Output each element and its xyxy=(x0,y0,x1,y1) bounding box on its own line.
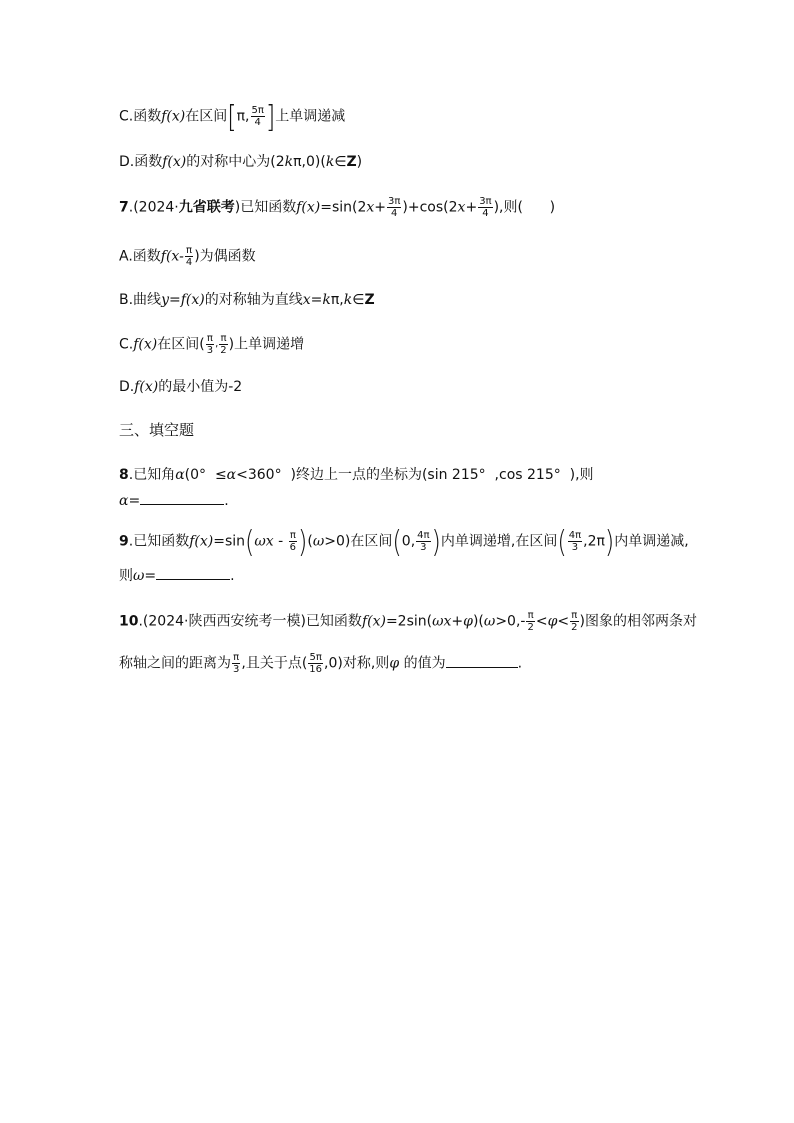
text: = xyxy=(310,292,323,308)
var-omega: ω xyxy=(312,533,325,550)
text: π, xyxy=(330,292,344,308)
answer-blank[interactable] xyxy=(156,565,230,580)
func-arg: (x) xyxy=(138,336,158,353)
text: C.函数 xyxy=(119,108,162,125)
var-phi: φ xyxy=(547,613,558,630)
q6-option-d xyxy=(119,152,362,172)
text: ∈ xyxy=(334,154,347,170)
denominator: 6 xyxy=(289,542,297,553)
text: C. xyxy=(119,336,134,353)
answer-blank[interactable] xyxy=(140,490,224,505)
text: (0° ≤ xyxy=(184,467,227,483)
question-number: 7 xyxy=(119,199,129,216)
q7-option-a xyxy=(119,245,256,268)
q7-option-d xyxy=(119,377,242,397)
q8-answer-line xyxy=(119,490,229,511)
var-y: y xyxy=(161,292,169,308)
func-arg: (x) xyxy=(367,613,386,630)
numerator: π xyxy=(527,610,534,621)
text: < xyxy=(535,613,548,630)
var-omega: ω xyxy=(483,613,496,630)
func-f: f xyxy=(133,336,139,353)
text: =sin xyxy=(213,533,246,550)
var-x: x xyxy=(457,199,466,216)
text: ,且关于点( xyxy=(241,655,308,672)
answer-blank[interactable] xyxy=(446,653,518,668)
text: >0,- xyxy=(495,613,526,630)
text: = xyxy=(168,292,181,308)
q8-stem xyxy=(119,465,594,485)
question-number: 9 xyxy=(119,533,129,550)
text: ∈ xyxy=(352,292,365,308)
fraction xyxy=(206,333,214,356)
var-omega: ω xyxy=(133,568,145,584)
numerator: π xyxy=(289,530,296,541)
text: 内单调递增,在区间 xyxy=(440,533,558,550)
q6-option-c xyxy=(119,99,346,134)
denominator: 2 xyxy=(220,345,227,356)
right-paren: ) xyxy=(604,524,615,559)
func-f: f xyxy=(180,292,186,308)
fraction xyxy=(570,610,578,633)
text: π, xyxy=(236,108,250,125)
text: 则 xyxy=(119,568,133,584)
text: 的最小值为-2 xyxy=(158,379,243,395)
denominator: 3 xyxy=(206,345,214,356)
text: )为偶函数 xyxy=(194,248,256,265)
text: =sin(2 xyxy=(320,199,367,216)
text: D.函数 xyxy=(119,154,163,170)
answer-space xyxy=(523,200,550,216)
denominator: 3 xyxy=(233,664,240,675)
text: + xyxy=(451,613,464,630)
text: ) xyxy=(549,199,556,216)
text: 的值为 xyxy=(399,655,446,672)
numerator: 5π xyxy=(309,652,322,663)
denominator: 4 xyxy=(482,208,489,219)
text: . xyxy=(517,655,523,672)
denominator: 2 xyxy=(527,622,534,633)
func-arg: (x) xyxy=(301,199,321,216)
fraction xyxy=(308,652,323,675)
text: .已知角 xyxy=(128,467,176,483)
left-paren: ( xyxy=(245,524,255,559)
text: .(2024· xyxy=(128,199,179,216)
text: )+cos(2 xyxy=(402,199,458,216)
fraction xyxy=(387,196,401,219)
q9-answer-line xyxy=(119,565,235,586)
text: B.曲线 xyxy=(119,292,162,308)
text: =2sin( xyxy=(385,613,433,630)
numerator: 4π xyxy=(568,530,582,541)
var-phi: φ xyxy=(463,613,473,630)
var-alpha: α xyxy=(226,467,237,483)
func-arg: (x) xyxy=(166,108,186,125)
fraction xyxy=(568,530,582,553)
fraction xyxy=(526,610,534,633)
text: D. xyxy=(119,379,135,395)
text: 内单调递减, xyxy=(614,533,689,550)
left-paren: ( xyxy=(557,524,567,559)
right-bracket: ] xyxy=(265,99,276,134)
text: )图象的相邻两条对 xyxy=(579,613,697,630)
numerator: π xyxy=(571,610,578,621)
func-arg: (x) xyxy=(139,379,159,395)
fraction xyxy=(251,105,265,128)
fraction xyxy=(232,652,240,675)
text: = xyxy=(144,568,157,584)
q10-answer-line xyxy=(119,652,522,675)
text: π,0)( xyxy=(293,154,326,170)
denominator: 16 xyxy=(309,664,323,675)
text: 在区间 xyxy=(185,108,228,125)
set-z: Z xyxy=(364,292,375,308)
q10-stem xyxy=(119,610,697,633)
fraction xyxy=(416,530,430,553)
q7-option-b xyxy=(119,290,375,310)
q7-stem xyxy=(119,196,555,219)
text: - xyxy=(273,533,288,550)
fraction xyxy=(478,196,492,219)
question-number: 10 xyxy=(119,613,139,630)
func-f: f xyxy=(161,108,167,125)
func-arg: (x) xyxy=(167,154,187,170)
text: )( xyxy=(472,613,484,630)
var-x: x xyxy=(366,199,375,216)
numerator: π xyxy=(185,245,193,256)
var-k: k xyxy=(325,154,335,170)
numerator: 3π xyxy=(388,196,401,207)
text: )已知函数 xyxy=(234,199,297,216)
var-k: k xyxy=(322,292,331,308)
var-k: k xyxy=(284,154,294,170)
text: .(2024·陕西西安统考一模)已知函数 xyxy=(138,613,362,630)
text: 称轴之间的距离为 xyxy=(119,655,231,672)
section-heading: 三、填空题 xyxy=(119,421,195,439)
var-omega-x: ωx xyxy=(254,533,274,550)
numerator: 5π xyxy=(251,105,264,116)
func-f: f xyxy=(296,199,302,216)
q9-stem xyxy=(119,524,689,559)
numerator: 3π xyxy=(479,196,492,207)
var-alpha: α xyxy=(119,493,129,509)
var-alpha: α xyxy=(175,467,185,483)
text: < xyxy=(557,613,570,630)
fraction xyxy=(219,333,227,356)
text: 的对称轴为直线 xyxy=(204,292,303,308)
text: )上单调递增 xyxy=(228,336,305,353)
text: ,2π xyxy=(583,533,605,550)
text: 的对称中心为(2 xyxy=(186,154,285,170)
text: 0, xyxy=(401,533,416,550)
text: >0)在区间 xyxy=(324,533,393,550)
text: A.函数 xyxy=(119,248,161,265)
fraction xyxy=(185,245,193,268)
right-paren: ) xyxy=(431,524,441,559)
func-f: f xyxy=(134,379,140,395)
denominator: 4 xyxy=(391,208,398,219)
text: + xyxy=(374,199,387,216)
text: ),则( xyxy=(493,199,523,216)
text: .已知函数 xyxy=(128,533,190,550)
numerator: π xyxy=(220,333,227,344)
func-f: f xyxy=(160,248,166,265)
var-x: x xyxy=(302,292,311,308)
func-f: f xyxy=(189,533,195,550)
denominator: 4 xyxy=(185,257,193,268)
left-bracket: [ xyxy=(227,99,237,134)
var-k: k xyxy=(343,292,353,308)
text: <360° )终边上一点的坐标为(sin 215° ,cos 215° ),则 xyxy=(236,467,594,483)
fraction xyxy=(289,530,297,553)
right-paren: ) xyxy=(298,524,308,559)
denominator: 2 xyxy=(571,622,578,633)
denominator: 3 xyxy=(571,542,579,553)
numerator: π xyxy=(233,652,240,663)
denominator: 3 xyxy=(420,542,427,553)
numerator: 4π xyxy=(417,530,430,541)
denominator: 4 xyxy=(254,117,261,128)
text: 上单调递减 xyxy=(275,108,346,125)
set-z: Z xyxy=(346,154,357,170)
func-arg: (x) xyxy=(194,533,214,550)
text: . xyxy=(224,493,229,509)
text: ,0)对称,则 xyxy=(324,655,390,672)
left-paren: ( xyxy=(392,524,402,559)
var-omega-x: ωx xyxy=(432,613,452,630)
text: . xyxy=(230,568,235,584)
text: ) xyxy=(356,154,363,170)
numerator: π xyxy=(206,333,213,344)
func-f: f xyxy=(361,613,368,630)
func-arg: (x- xyxy=(165,248,184,265)
text: = xyxy=(128,493,141,509)
var-phi: φ xyxy=(389,655,400,672)
text: ( xyxy=(307,533,313,550)
func-f: f xyxy=(162,154,168,170)
question-number: 8 xyxy=(119,467,129,483)
func-arg: (x) xyxy=(185,292,205,308)
q7-option-c: C.f(x)在区间( $\frac{\pi}{3}$ , $\frac{\pi}{2}$ )上单调递增 xyxy=(119,333,305,356)
text: 在区间( xyxy=(157,336,205,353)
text: + xyxy=(465,199,478,216)
source: 九省联考 xyxy=(178,199,235,216)
